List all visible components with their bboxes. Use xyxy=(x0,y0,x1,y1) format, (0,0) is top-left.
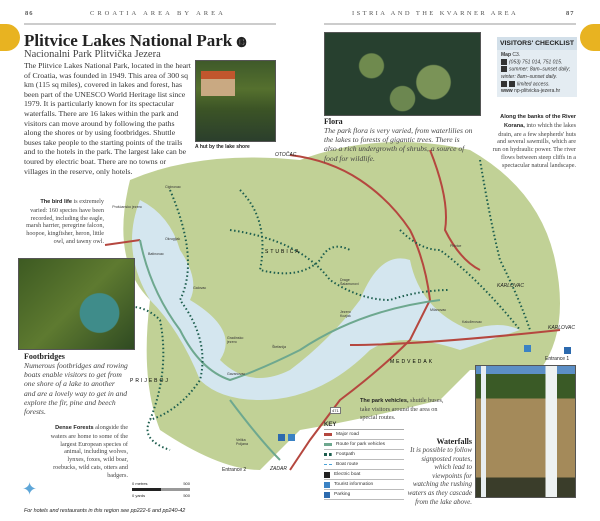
footer-note: For hotels and restaurants in this region see pp222-6 and pp240-42 xyxy=(24,508,186,514)
web-label: www xyxy=(501,87,513,94)
place-label: Plitvice xyxy=(450,244,462,248)
phone: (053) 751 014, 751 015. xyxy=(509,59,563,66)
map-ref: C3. xyxy=(512,52,521,58)
key-item: Tourist information xyxy=(324,480,404,490)
waterfalls-heading: Waterfalls xyxy=(436,437,472,446)
lake-label: Batinovac xyxy=(148,252,164,256)
lake-label: Gradinsko jezero xyxy=(227,336,244,344)
footbridges-heading: Footbridges xyxy=(24,352,65,361)
flora-text: The park flora is very varied, from waterlilies on the lakes to forests of gigantic trees. There is also a rich undergrowth of shrubs, a source of food for wildlife. xyxy=(324,126,473,163)
left-running-head: CROATIA AREA BY AREA xyxy=(90,10,226,17)
key-item: Major road xyxy=(324,430,404,440)
page-subtitle: Nacionalni Park Plitvička Jezera xyxy=(24,49,161,60)
left-page-number: 86 xyxy=(25,10,34,17)
lake-label: Prošćansko jezero xyxy=(112,205,142,209)
river-note: Along the banks of the River Korana, into which the lakes drain, are a few shepherds' huts and several sawmills, which are run on hydraulic power. The river flows between steep cliffs in a spectacular natural landscape. xyxy=(492,114,576,169)
waterfalls-text: It is possible to follow signposted routes, which lead to viewpoints for watching the rushing waters as they cascade from the lake above. xyxy=(407,446,472,506)
waterfall-photo xyxy=(475,365,576,498)
right-page-number: 87 xyxy=(566,10,575,17)
lake-label: Galovac xyxy=(193,286,207,290)
road-number: 471 xyxy=(332,408,339,413)
visitors-checklist xyxy=(497,37,577,97)
lake-label: Jezero Kozjak xyxy=(340,310,351,318)
bird-note: The bird life is extremely varied: 160 species have been recorded, including the eagle, marsh harrier, peregrine falcon, hoopoe, kingfisher, heron, little owl, and tawny owl. xyxy=(26,198,104,245)
entrance-2[interactable]: Entrance 2 xyxy=(222,467,247,473)
page-title: Plitvice Lakes National Park ⓭ xyxy=(24,31,247,50)
vehicle-note: The park vehicles, shuttle buses, take visitors around the area on special routes. xyxy=(360,397,444,421)
lake-label: Okrugljak xyxy=(165,237,181,241)
place-label: Štefanija xyxy=(272,345,286,349)
hut-caption: A hut by the lake shore xyxy=(195,144,250,150)
map-label: Map xyxy=(501,52,511,58)
region-label: STUBICA xyxy=(265,249,301,255)
access-icon xyxy=(501,81,507,87)
compass-icon: ✦ xyxy=(22,479,38,499)
footbridge-photo xyxy=(18,258,135,350)
map-key xyxy=(324,422,404,500)
key-item: Route for park vehicles xyxy=(324,440,404,450)
town-karlovac: KARLOVAC xyxy=(548,325,575,331)
parking-icon xyxy=(324,492,330,498)
lake-label: Kaluđerovac xyxy=(462,320,482,324)
access: limited access. xyxy=(517,80,550,87)
electric-boat-icon xyxy=(324,472,330,478)
flora-heading: Flora xyxy=(324,117,343,126)
right-running-head: ISTRIA AND THE KVARNER AREA xyxy=(352,10,519,17)
checklist-title: VISITORS' CHECKLIST xyxy=(497,37,577,50)
parking-icon xyxy=(278,434,285,441)
key-title: KEY xyxy=(324,422,404,430)
town-label: KARLOVAC xyxy=(497,283,524,289)
key-item: Parking xyxy=(324,490,404,500)
lake-label: Drage Šalamunovi xyxy=(340,278,359,286)
region-label: MEDVEDAK xyxy=(390,359,435,365)
scale-bar: 0 metres 500 0 yards 500 xyxy=(132,481,190,498)
waterlily-photo xyxy=(324,32,481,116)
tourist-info-icon xyxy=(524,345,531,352)
key-item: Electric boat xyxy=(324,470,404,480)
place-label: Velika Poljana xyxy=(236,438,248,446)
phone-icon xyxy=(501,59,507,65)
forest-note: Dense Forests alongside the waters are home to some of the largest European species of animal, including wolves, lynxes, foxes, wild boar, roebucks, wild cats, otters and badgers. xyxy=(50,424,128,479)
access-icon xyxy=(509,81,515,87)
lake-label: Ciginovac xyxy=(165,185,181,189)
parking-icon xyxy=(564,347,571,354)
hut-photo xyxy=(195,60,276,142)
region-label: PRIJEBOJ xyxy=(130,378,170,384)
footbridges-text: Numerous footbridges and rowing boats enable visitors to get from one shore of a lake to another and are a lovely way to get in and explore the fir, pine and beech forests. xyxy=(24,361,128,417)
town-zadar: ZADAR xyxy=(270,466,287,472)
key-item: Boat route xyxy=(324,460,404,470)
tourist-info-icon xyxy=(324,482,330,488)
intro-text: The Plitvice Lakes National Park, located in the heart of Croatia, was founded in 1949. This area of 300 sq km (115 sq miles), covered in lakes and forest, has been part of the UNESCO World Heritage list since 1979. It is particularly known for its spectacular waterfalls. There are 16 lakes within the park and visitors can move around by following the paths along the shores or by using footbridges. Shuttle buses take people to the starting points of the trails and to the hotels in the park. The largest lake can be toured by electric boat. There are no towns or villages in the reserve, only hotels. xyxy=(24,61,191,176)
clock-icon xyxy=(501,66,507,72)
tourist-info-icon xyxy=(288,434,295,441)
town-otocac: OTOČAC xyxy=(275,152,297,158)
hours: summer: 8am–sunset daily; winter: 8am–sunset daily. xyxy=(501,66,571,80)
key-item: Footpath xyxy=(324,450,404,460)
entrance-1[interactable]: Entrance 1 xyxy=(545,356,570,362)
lake-label: Gavanovac xyxy=(227,372,246,376)
lake-label: Milanovac xyxy=(430,308,447,312)
website[interactable]: np-plitvicka-jezera.hr xyxy=(514,87,561,94)
